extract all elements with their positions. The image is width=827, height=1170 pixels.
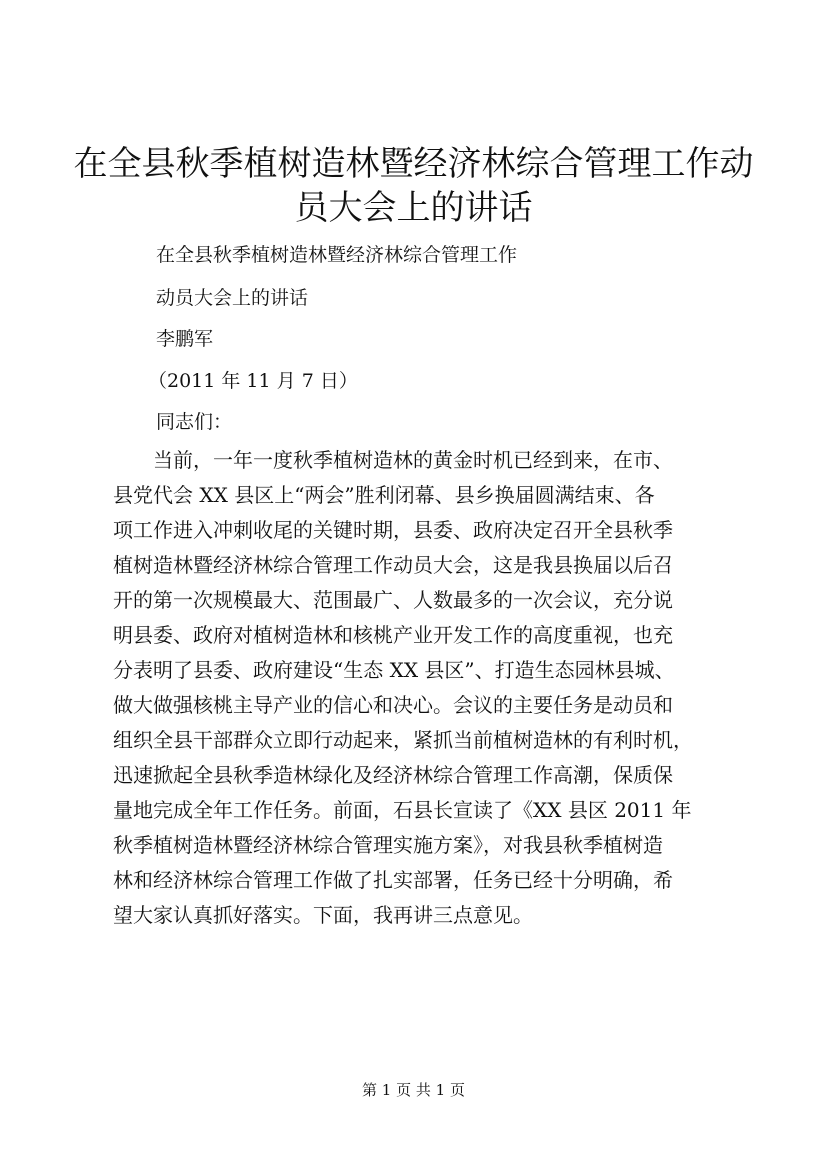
author-name: 李鹏军: [156, 328, 214, 350]
paragraph-line: 植树造林暨经济林综合管理工作动员大会，这是我县换届以后召: [113, 553, 673, 577]
title-line: 在全县秋季植树造林暨经济林综合管理工作动: [73, 144, 754, 184]
speech-paragraph: [113, 443, 723, 933]
paragraph-line: 当前，一年一度秋季植树造林的黄金时机已经到来，在市、: [153, 448, 673, 472]
document-title: [70, 142, 757, 230]
subtitle-line: 在全县秋季植树造林暨经济林综合管理工作: [156, 244, 518, 266]
speech-date: （2011 年 11 月 7 日）: [148, 370, 358, 392]
salutation: 同志们：: [156, 411, 233, 433]
paragraph-line: 量地完成全年工作任务。前面，石县长宣读了《XX 县区 2011 年: [113, 798, 692, 822]
paragraph-line: 林和经济林综合管理工作做了扎实部署，任务已经十分明确，希: [113, 868, 673, 892]
paragraph-line: 迅速掀起全县秋季造林绿化及经济林综合管理工作高潮，保质保: [113, 763, 673, 787]
paragraph-line: 项工作进入冲刺收尾的关键时期，县委、政府决定召开全县秋季: [113, 518, 673, 542]
page-number-footer: 第 1 页 共 1 页: [362, 1081, 465, 1099]
paragraph-line: 明县委、政府对植树造林和核桃产业开发工作的高度重视，也充: [113, 623, 673, 647]
paragraph-line: 做大做强核桃主导产业的信心和决心。会议的主要任务是动员和: [113, 693, 673, 717]
paragraph-line: 组织全县干部群众立即行动起来，紧抓当前植树造林的有利时机，: [113, 728, 693, 752]
paragraph-line: 秋季植树造林暨经济林综合管理实施方案》，对我县秋季植树造: [113, 833, 663, 857]
title-line: 员大会上的讲话: [294, 188, 533, 228]
paragraph-line: 分表明了县委、政府建设“生态 XX 县区”、打造生态园林县城、: [113, 658, 675, 682]
subtitle-line: 动员大会上的讲话: [156, 287, 309, 309]
paragraph-line: 望大家认真抓好落实。下面，我再讲三点意见。: [113, 903, 533, 927]
paragraph-line: 县党代会 XX 县区上“两会”胜利闭幕、县乡换届圆满结束、各: [113, 483, 655, 507]
paragraph-line: 开的第一次规模最大、范围最广、人数最多的一次会议，充分说: [113, 588, 673, 612]
